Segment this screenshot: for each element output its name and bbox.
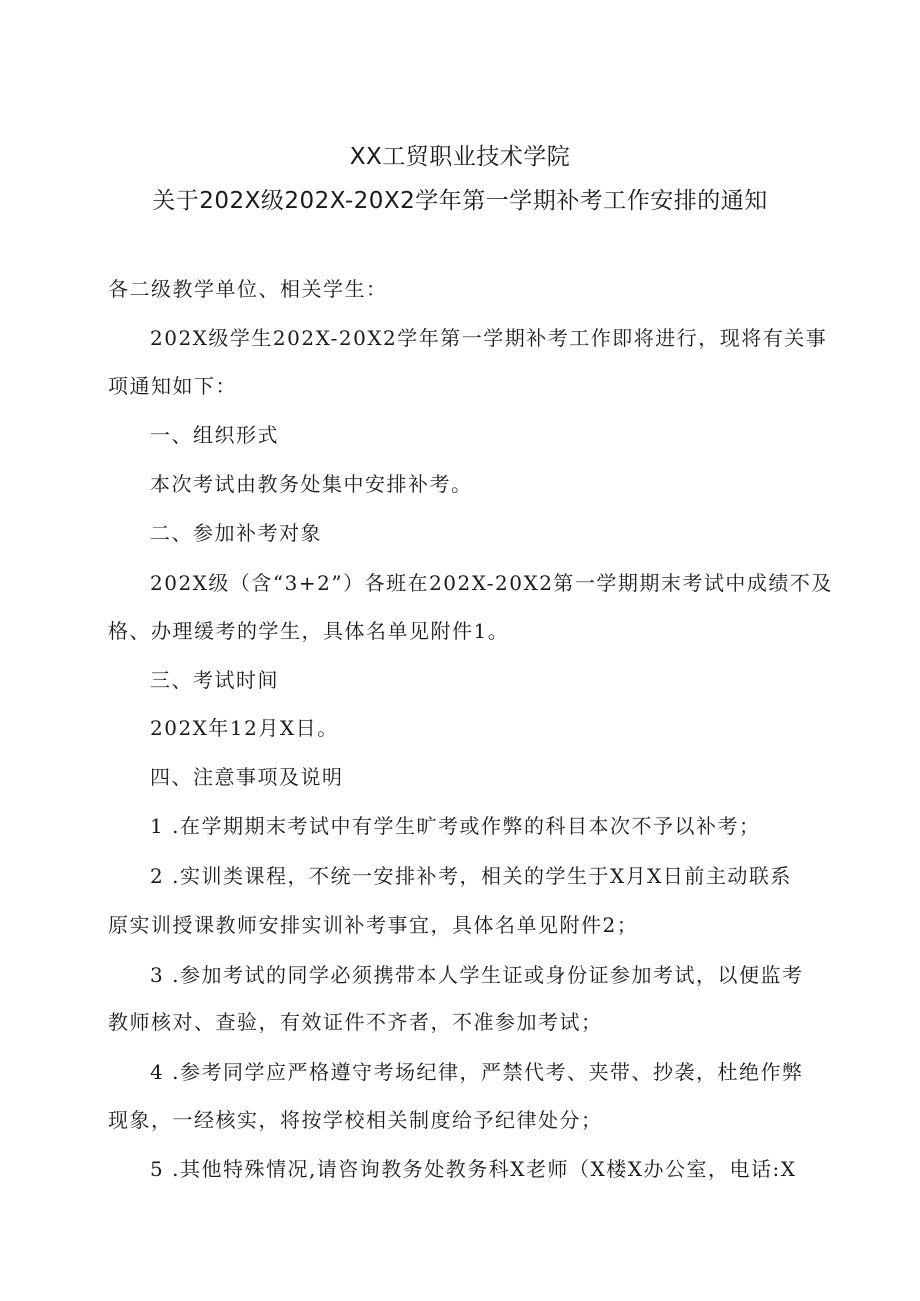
section-1-paragraph: 本次考试由教务处集中安排补考。 — [150, 472, 473, 496]
note-item-3-line-2: 教师核对、查验，有效证件不齐者，不准参加考试； — [108, 1010, 603, 1034]
intro-paragraph-line-1: 202X级学生202X-20X2学年第一学期补考工作即将进行，现将有关事 — [150, 326, 828, 350]
note-item-5-line-1: 5 .其他特殊情况,请咨询教务处教务科X老师（X楼X办公室，电话:X — [150, 1157, 797, 1181]
section-heading-4: 四、注意事项及说明 — [150, 765, 344, 789]
note-item-4-line-1: 4 .参考同学应严格遵守考场纪律，严禁代考、夹带、抄袭，杜绝作弊 — [150, 1060, 804, 1084]
note-item-3-line-1: 3 .参加考试的同学必须携带本人学生证或身份证参加考试，以便监考 — [150, 963, 804, 987]
document-title-notice: 关于202X级202X-20X2学年第一学期补考工作安排的通知 — [152, 188, 768, 214]
section-heading-2: 二、参加补考对象 — [150, 521, 322, 545]
section-2-paragraph-line-1: 202X级（含“3+2”）各班在202X-20X2第一学期期末考试中成绩不及 — [150, 571, 833, 595]
section-2-paragraph-line-2: 格、办理缓考的学生，具体名单见附件1。 — [108, 619, 510, 643]
section-heading-1: 一、组织形式 — [150, 423, 279, 447]
note-item-2-line-1: 2 .实训类课程，不统一安排补考，相关的学生于X月X日前主动联系 — [150, 864, 792, 888]
note-item-2-line-2: 原实训授课教师安排实训补考事宜，具体名单见附件2； — [108, 913, 639, 937]
section-heading-3: 三、考试时间 — [150, 668, 279, 692]
salutation: 各二级教学单位、相关学生： — [108, 277, 388, 301]
note-item-1: 1 .在学期期末考试中有学生旷考或作弊的科目本次不予以补考； — [150, 814, 761, 838]
note-item-4-line-2: 现象，一经核实，将按学校相关制度给予纪律处分； — [108, 1108, 603, 1132]
section-3-paragraph: 202X年12月X日。 — [150, 716, 339, 740]
intro-paragraph-line-2: 项通知如下： — [108, 374, 237, 398]
document-title-school: XX工贸职业技术学院 — [349, 144, 571, 170]
